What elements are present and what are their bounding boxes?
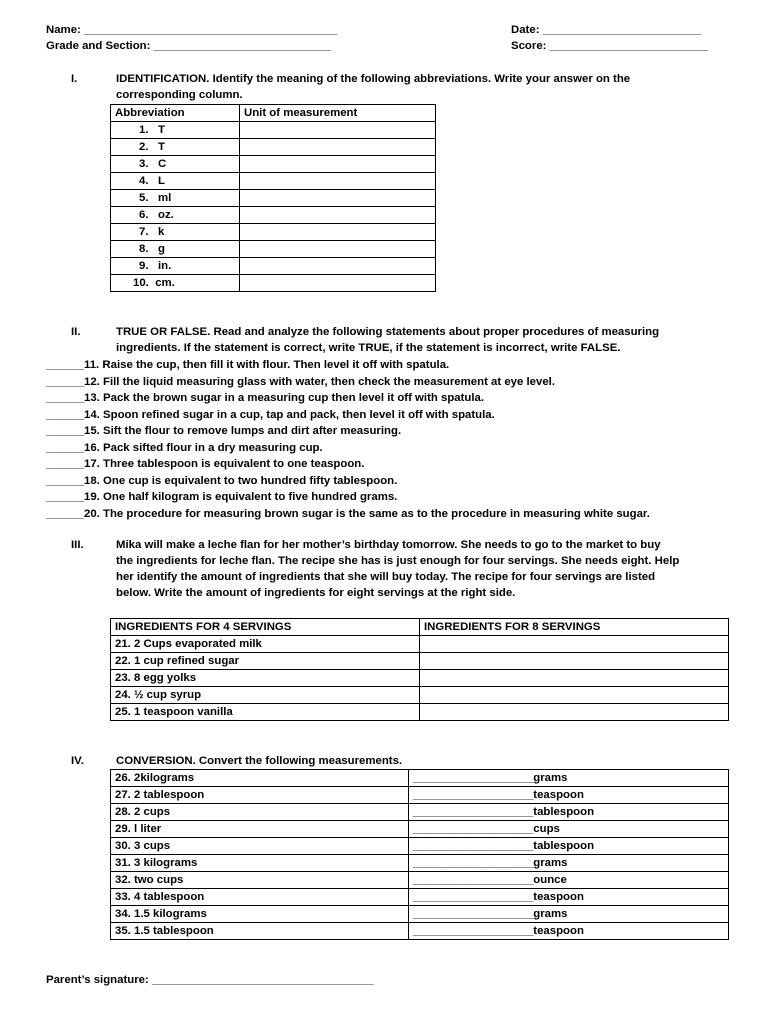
table-row (111, 258, 436, 275)
list-item[interactable]: ______14. Spoon refined sugar in a cup, tap and pack, then level it off with spatula. (46, 408, 495, 421)
list-item[interactable]: ______13. Pack the brown sugar in a measuring cup then level it off with spatula. (46, 392, 485, 404)
row-num: 1. (139, 124, 149, 136)
section1-roman: I. (71, 73, 78, 85)
section1-instruction (116, 71, 630, 103)
row-num: 5. (139, 192, 149, 204)
table-row (111, 636, 729, 653)
table-row (111, 207, 436, 224)
section1-title: IDENTIFICATION. (116, 73, 210, 85)
table-row (111, 906, 729, 923)
table-row (111, 241, 436, 258)
parent-signature-line[interactable]: Parent’s signature: ___________________________________ (46, 974, 374, 986)
row-abbr: T (158, 124, 165, 136)
table-row (111, 923, 729, 940)
paragraph-line: below. Write the amount of ingredients for eight servings at the right side. (116, 587, 516, 599)
answer-cell[interactable] (240, 241, 436, 258)
conversion-item: 35. 1.5 tablespoon (111, 923, 409, 940)
conversion-answer[interactable]: ___________________tablespoon (408, 804, 728, 821)
list-item[interactable]: ______16. Pack sifted flour in a dry measuring cup. (46, 441, 323, 454)
table-row (111, 670, 729, 687)
table-row (111, 190, 436, 207)
answer-cell[interactable] (420, 704, 729, 721)
conversion-answer[interactable]: ___________________grams (408, 906, 728, 923)
row-abbr: C (158, 158, 167, 170)
paragraph-line: Mika will make a leche flan for her mother’s birthday tomorrow. She needs to go to the market to buy (116, 539, 661, 551)
conversion-answer[interactable]: ___________________tablespoon (408, 838, 728, 855)
row-abbr: in. (158, 260, 172, 272)
answer-cell[interactable] (420, 687, 729, 704)
table-row (111, 156, 436, 173)
section2-roman: II. (71, 326, 81, 338)
score-line[interactable]: Score: _________________________ (511, 40, 708, 52)
section3-paragraph (116, 537, 679, 601)
table-row (111, 122, 436, 139)
answer-cell[interactable] (240, 224, 436, 241)
conversion-table (110, 769, 729, 940)
row-num: 6. (139, 209, 149, 221)
row-abbr: cm. (155, 277, 175, 289)
list-item[interactable]: ______12. Fill the liquid measuring glass with water, then check the measurement at eye level. (46, 375, 555, 388)
table-row (111, 653, 729, 670)
row-abbr: g (158, 243, 165, 255)
table-row (111, 139, 436, 156)
ingredient-cell: 25. 1 teaspoon vanilla (111, 704, 420, 721)
answer-cell[interactable] (240, 156, 436, 173)
row-num: 9. (139, 260, 149, 272)
table-row (111, 770, 729, 787)
conversion-item: 34. 1.5 kilograms (111, 906, 409, 923)
row-num: 3. (139, 158, 149, 170)
row-abbr: oz. (158, 209, 174, 221)
table-row (111, 787, 729, 804)
conversion-answer[interactable]: ___________________teaspoon (408, 889, 728, 906)
row-abbr: T (158, 141, 165, 153)
list-item[interactable]: ______17. Three tablespoon is equivalent to one teaspoon. (46, 458, 365, 470)
table-row (111, 704, 729, 721)
conversion-answer[interactable]: ___________________ounce (408, 872, 728, 889)
true-false-list (46, 357, 650, 522)
list-item[interactable]: ______18. One cup is equivalent to two hundred fifty tablespoon. (46, 474, 398, 487)
conversion-item: 30. 3 cups (111, 838, 409, 855)
list-item[interactable]: ______19. One half kilogram is equivalent to five hundred grams. (46, 491, 398, 503)
section4-title: CONVERSION. (116, 755, 196, 767)
list-item[interactable]: ______15. Sift the flour to remove lumps and dirt after measuring. (46, 425, 402, 437)
table-row (111, 687, 729, 704)
conversion-answer[interactable]: ___________________teaspoon (408, 787, 728, 804)
row-abbr: L (158, 175, 165, 187)
section3-roman: III. (71, 539, 84, 551)
table-row (111, 821, 729, 838)
conversion-answer[interactable]: ___________________cups (408, 821, 728, 838)
section4-roman: IV. (71, 755, 84, 767)
col-header-8-servings: INGREDIENTS FOR 8 SERVINGS (420, 619, 729, 636)
conversion-answer[interactable]: ___________________grams (408, 855, 728, 872)
col-header-abbreviation: Abbreviation (111, 105, 240, 122)
grade-section-line[interactable]: Grade and Section: ____________________________ (46, 40, 331, 52)
answer-cell[interactable] (420, 653, 729, 670)
conversion-answer[interactable]: ___________________teaspoon (408, 923, 728, 940)
col-header-unit: Unit of measurement (240, 105, 436, 122)
paragraph-line: her identify the amount of ingredients that she will buy today. The recipe for four servings are listed (116, 571, 656, 583)
name-line[interactable]: Name: ________________________________________ (46, 24, 338, 36)
table-row (111, 173, 436, 190)
answer-cell[interactable] (240, 190, 436, 207)
row-abbr: ml (158, 192, 172, 204)
col-header-4-servings: INGREDIENTS FOR 4 SERVINGS (111, 619, 420, 636)
section1-instruction-line1: Identify the meaning of the following abbreviations. Write your answer on the (209, 73, 631, 85)
table-row (111, 872, 729, 889)
answer-cell[interactable] (240, 275, 436, 292)
ingredient-cell: 24. ½ cup syrup (111, 687, 420, 704)
list-item[interactable]: ______11. Raise the cup, then fill it with flour. Then level it off with spatula. (46, 359, 450, 371)
answer-cell[interactable] (420, 670, 729, 687)
ingredient-cell: 21. 2 Cups evaporated milk (111, 636, 420, 653)
table-row (111, 855, 729, 872)
list-item[interactable]: ______20. The procedure for measuring brown sugar is the same as to the procedure in measuring white sugar. (46, 507, 650, 520)
conversion-item: 26. 2kilograms (111, 770, 409, 787)
section2-instruction-line1: Read and analyze the following statements about proper procedures of measuring (210, 326, 660, 338)
conversion-item: 32. two cups (111, 872, 409, 889)
table-row (111, 275, 436, 292)
abbreviation-table (110, 104, 436, 292)
ingredients-table (110, 618, 729, 721)
conversion-item: 28. 2 cups (111, 804, 409, 821)
answer-cell[interactable] (240, 139, 436, 156)
row-abbr: k (158, 226, 165, 238)
answer-cell[interactable] (240, 122, 436, 139)
section1-instruction-line2: corresponding column. (116, 89, 243, 101)
section2-instruction (116, 324, 659, 356)
ingredient-cell: 23. 8 egg yolks (111, 670, 420, 687)
row-num: 4. (139, 175, 149, 187)
row-num: 7. (139, 226, 149, 238)
ingredient-cell: 22. 1 cup refined sugar (111, 653, 420, 670)
date-line[interactable]: Date: _________________________ (511, 24, 702, 36)
section2-instruction-line2: ingredients. If the statement is correct, write TRUE, if the statement is incorrect, write FALSE. (116, 342, 621, 354)
answer-cell[interactable] (420, 636, 729, 653)
conversion-item: 33. 4 tablespoon (111, 889, 409, 906)
table-row (111, 838, 729, 855)
section2-title: TRUE OR FALSE. (116, 326, 211, 338)
conversion-item: 29. l liter (111, 821, 409, 838)
row-num: 2. (139, 141, 149, 153)
conversion-item: 31. 3 kilograms (111, 855, 409, 872)
answer-cell[interactable] (240, 173, 436, 190)
paragraph-line: the ingredients for leche flan. The recipe she has is just enough for four servings. She needs eight. Help (116, 555, 680, 567)
answer-cell[interactable] (240, 258, 436, 275)
table-row (111, 889, 729, 906)
table-row (111, 804, 729, 821)
row-num: 10. (133, 277, 149, 289)
section4-instruction-text: Convert the following measurements. (195, 755, 403, 767)
conversion-answer[interactable]: ___________________grams (408, 770, 728, 787)
table-row (111, 224, 436, 241)
row-num: 8. (139, 243, 149, 255)
answer-cell[interactable] (240, 207, 436, 224)
section4-instruction (116, 753, 402, 769)
conversion-item: 27. 2 tablespoon (111, 787, 409, 804)
